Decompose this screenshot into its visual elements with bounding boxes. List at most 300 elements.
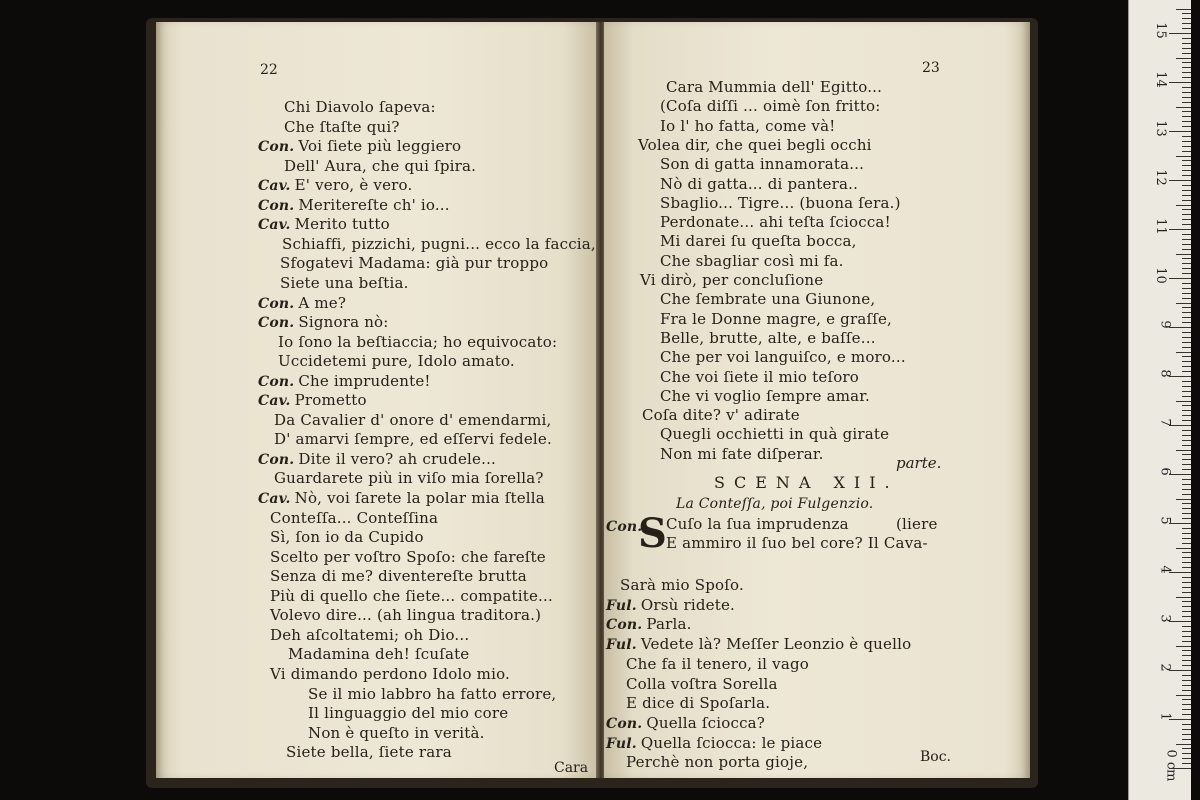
ruler-tick <box>1182 356 1191 357</box>
verse-text: Voi ſiete più leggiero <box>298 137 462 156</box>
ruler-label: 4 <box>1157 565 1173 574</box>
ruler-tick <box>1176 107 1191 108</box>
ruler-tick <box>1182 538 1191 539</box>
ruler-tick <box>1182 342 1191 343</box>
ruler-tick <box>1182 214 1191 215</box>
verse-text: Belle, brutte, alte, e baſſe... <box>660 328 876 347</box>
ruler-tick <box>1182 699 1191 700</box>
ruler-label: 5 <box>1157 516 1173 525</box>
ruler-tick <box>1182 293 1191 294</box>
verse-line <box>258 450 496 470</box>
verse-text: Sfogatevi Madama: già pur troppo <box>280 254 549 273</box>
verse-text: Sarà mio Spoſo. <box>620 576 744 594</box>
dropcap-line-1: Cuſo la ſua imprudenza <box>666 515 849 533</box>
ruler-tick <box>1182 239 1191 240</box>
ruler-tick <box>1182 484 1191 485</box>
verse-line <box>660 194 901 214</box>
ruler-label: 10 <box>1153 267 1169 284</box>
verse-text: Cara Mummia dell' Egitto... <box>666 78 883 96</box>
verse-line <box>258 176 412 196</box>
speaker-label: Cav. <box>258 217 291 234</box>
ruler-tick <box>1182 763 1191 764</box>
ruler-tick <box>1182 67 1191 68</box>
ruler-tick <box>1182 263 1191 264</box>
verse-line <box>308 724 485 744</box>
verse-text: Deh aſcoltatemi; oh Dio... <box>270 625 470 644</box>
verse-text: Quella ſciocca? <box>646 713 766 732</box>
ruler-tick <box>1182 650 1191 651</box>
verse-line <box>606 734 822 754</box>
ruler-tick <box>1182 258 1191 259</box>
verse-text: Siete bella, ſiete rara <box>286 743 452 762</box>
speaker-label: Con. <box>606 617 643 634</box>
verse-text: E dice di Spoſarla. <box>626 694 771 713</box>
verse-text: (Coſa diſſi ... oimè ſon fritto: <box>660 97 881 116</box>
ruler-tick <box>1176 744 1191 745</box>
ruler-tick <box>1182 165 1191 166</box>
verse-line <box>660 368 859 388</box>
speaker-label: Con. <box>258 373 295 390</box>
ruler-tick <box>1182 739 1191 740</box>
verse-text: Orsù ridete. <box>640 595 735 614</box>
verse-text: Guardarete più in viſo mia ſorella? <box>274 469 544 488</box>
verse-line <box>288 645 469 665</box>
ruler-tick <box>1182 249 1191 250</box>
verse-text: Da Cavalier d' onore d' emendarmi, <box>274 410 552 429</box>
ruler-tick <box>1182 268 1191 269</box>
ruler-tick <box>1182 48 1191 49</box>
ruler-label: 6 <box>1157 467 1173 476</box>
ruler-tick <box>1182 552 1191 553</box>
verse-line <box>278 333 557 353</box>
ruler-tick <box>1176 597 1191 598</box>
ruler-tick <box>1176 548 1191 549</box>
ruler-tick <box>1182 690 1191 691</box>
ruler-tick <box>1182 616 1191 617</box>
verse-text: Vedete là? Meſſer Leonzio è quello <box>640 635 912 654</box>
ruler-tick <box>1182 111 1191 112</box>
ruler-label: 13 <box>1153 120 1169 137</box>
ruler-tick <box>1182 151 1191 152</box>
ruler-tick <box>1182 459 1191 460</box>
ruler-tick <box>1182 28 1191 29</box>
verse-text: Chi Diavolo ſapeva: <box>284 98 436 116</box>
ruler-tick <box>1182 704 1191 705</box>
ruler-tick <box>1182 675 1191 676</box>
ruler-tick <box>1182 175 1191 176</box>
ruler-tick <box>1182 410 1191 411</box>
verse-text: Siete una beſtia. <box>280 273 409 292</box>
verse-line <box>666 78 882 98</box>
verse-line <box>660 445 824 465</box>
left-page-number: 22 <box>260 62 278 78</box>
ruler-tick <box>1182 288 1191 289</box>
verse-text: Conteſſa... Conteſſina <box>270 508 439 527</box>
ruler-tick <box>1182 405 1191 406</box>
ruler-tick <box>1182 469 1191 470</box>
verse-text: Madamina deh! ſcuſate <box>288 645 470 664</box>
ruler-tick <box>1182 513 1191 514</box>
verse-text: Nò di gatta... di pantera.. <box>660 174 859 193</box>
ruler-tick <box>1182 234 1191 235</box>
ruler-tick <box>1182 337 1191 338</box>
verse-line <box>286 743 452 763</box>
verse-line <box>258 489 545 509</box>
verse-text: Son di gatta innamorata... <box>660 155 865 174</box>
speaker-label: Con. <box>258 139 295 156</box>
ruler-tick <box>1182 660 1191 661</box>
ruler-tick <box>1182 714 1191 715</box>
verse-text: D' amarvi ſempre, ed eſſervi fedele. <box>274 430 552 449</box>
verse-line <box>270 665 510 685</box>
verse-text: Più di quello che ſiete... compatite... <box>270 586 553 605</box>
ruler-tick <box>1182 283 1191 284</box>
ruler-tick <box>1182 72 1191 73</box>
verse-text: Schiaffi, pizzichi, pugni... ecco la faccia, <box>282 234 596 253</box>
verse-line <box>308 704 508 724</box>
ruler-tick <box>1182 77 1191 78</box>
verse-line <box>258 196 450 216</box>
ruler-label: 8 <box>1157 369 1173 378</box>
speaker-label: Con. <box>258 197 295 214</box>
ruler-tick <box>1176 303 1191 304</box>
ruler-tick <box>1182 709 1191 710</box>
ruler-tick <box>1182 386 1191 387</box>
verse-line <box>270 509 438 529</box>
ruler-tick <box>1176 499 1191 500</box>
verse-text: Sì, ſon io da Cupido <box>270 528 424 547</box>
verse-line <box>626 655 809 675</box>
ruler-label: 7 <box>1157 418 1173 427</box>
ruler-tick <box>1182 298 1191 299</box>
ruler-tick <box>1182 557 1191 558</box>
ruler-tick <box>1182 200 1191 201</box>
verse-text: Meritereſte ch' io... <box>298 195 450 214</box>
dropcap-line-2: E ammiro il ſuo bel core? Il Cava- <box>666 534 928 552</box>
ruler-tick <box>1182 396 1191 397</box>
verse-text: Che ſtaſte qui? <box>284 117 400 136</box>
ruler-tick <box>1182 445 1191 446</box>
verse-line <box>606 714 765 734</box>
ruler-tick <box>1182 753 1191 754</box>
verse-line <box>270 528 424 548</box>
speaker-label: Con. <box>606 715 643 732</box>
verse-line <box>308 685 556 705</box>
verse-line <box>660 348 906 368</box>
verse-line <box>258 391 367 411</box>
verse-line <box>660 310 892 330</box>
ruler-tick <box>1182 611 1191 612</box>
verse-line <box>606 596 735 616</box>
verse-text: Prometto <box>294 391 367 410</box>
verse-text: Vi dirò, per concluſione <box>640 271 824 289</box>
verse-text: Coſa dite? v' adirate <box>642 406 800 425</box>
verse-line <box>278 352 515 372</box>
verse-text: Mi darei ſu queſta bocca, <box>660 232 857 251</box>
ruler-tick <box>1182 87 1191 88</box>
ruler-tick <box>1182 170 1191 171</box>
verse-text: Perchè non porta gioje, <box>626 753 809 772</box>
ruler-label: 9 <box>1157 320 1173 329</box>
ruler-tick <box>1182 415 1191 416</box>
verse-text: Nò, voi ſarete la polar mia ſtella <box>294 489 545 507</box>
verse-line <box>280 274 409 294</box>
verse-text: Volevo dire... (ah lingua traditora.) <box>270 606 542 625</box>
verse-line <box>660 232 857 252</box>
speaker-label: Cav. <box>258 178 291 195</box>
ruler-tick <box>1176 205 1191 206</box>
ruler-tick <box>1182 430 1191 431</box>
ruler-tick <box>1182 53 1191 54</box>
verse-text: Non mi fate diſperar. <box>660 444 824 463</box>
ruler-tick <box>1182 307 1191 308</box>
ruler-label: 2 <box>1157 663 1173 672</box>
ruler-tick <box>1182 533 1191 534</box>
ruler-tick <box>1182 43 1191 44</box>
scene-direction: La Conteſſa, poi Fulgenzio. <box>676 496 874 512</box>
ruler-tick <box>1182 435 1191 436</box>
ruler-label: 14 <box>1153 71 1169 88</box>
verse-text: Parla. <box>646 615 692 634</box>
speaker-label: Con. <box>258 315 295 332</box>
ruler-tick <box>1182 582 1191 583</box>
ruler-tick <box>1182 479 1191 480</box>
verse-text: Fra le Donne magre, e graſſe, <box>660 309 893 328</box>
verse-line <box>660 213 891 233</box>
verse-line <box>660 117 835 137</box>
ruler-tick <box>1176 646 1191 647</box>
ruler-tick <box>1182 97 1191 98</box>
ruler-tick <box>1182 23 1191 24</box>
speaker-label: Cav. <box>258 393 291 410</box>
verse-text: Dite il vero? ah crudele... <box>298 449 497 468</box>
ruler-label: 1 <box>1157 712 1173 721</box>
ruler-tick <box>1176 695 1191 696</box>
ruler-tick <box>1182 273 1191 274</box>
verse-text: Signora nò: <box>298 313 389 332</box>
ruler-tick <box>1182 464 1191 465</box>
ruler-tick <box>1182 141 1191 142</box>
verse-line <box>606 635 911 655</box>
ruler-tick <box>1182 758 1191 759</box>
ruler-tick <box>1182 494 1191 495</box>
ruler-tick <box>1182 606 1191 607</box>
verse-line <box>280 254 548 274</box>
verse-text: Dell' Aura, che qui ſpira. <box>284 156 477 175</box>
ruler-tick <box>1182 371 1191 372</box>
right-page-number: 23 <box>922 60 940 76</box>
ruler-tick <box>1176 156 1191 157</box>
ruler-tick <box>1182 366 1191 367</box>
ruler-tick <box>1169 82 1191 83</box>
ruler-tick <box>1169 229 1191 230</box>
ruler-tick <box>1182 592 1191 593</box>
ruler-tick <box>1182 244 1191 245</box>
verse-line <box>284 98 436 118</box>
ruler-tick <box>1182 361 1191 362</box>
verse-line <box>258 215 390 235</box>
verse-text: Vi dimando perdono Idolo mio. <box>270 664 511 683</box>
speaker-label: Ful. <box>606 597 637 614</box>
ruler-tick <box>1182 655 1191 656</box>
ruler-tick <box>1182 508 1191 509</box>
verse-line <box>274 411 551 431</box>
verse-text: Che fa il tenero, il vago <box>626 654 810 673</box>
speaker-label: Con. <box>258 451 295 468</box>
ruler-tick <box>1182 219 1191 220</box>
ruler-tick <box>1176 401 1191 402</box>
verse-text: Io l' ho fatta, come và! <box>660 116 836 135</box>
verse-line <box>606 615 692 635</box>
ruler-tick <box>1182 631 1191 632</box>
ruler-tick <box>1182 62 1191 63</box>
ruler-tick <box>1182 317 1191 318</box>
ruler-tick <box>1182 121 1191 122</box>
ruler-tick <box>1176 450 1191 451</box>
verse-line <box>258 372 431 392</box>
ruler-tick <box>1182 126 1191 127</box>
verse-text: Non è queſto in verità. <box>308 723 485 742</box>
verse-line <box>626 694 770 714</box>
verse-line <box>660 175 858 195</box>
ruler-tick <box>1182 641 1191 642</box>
ruler-tick <box>1182 116 1191 117</box>
ruler-tick <box>1182 729 1191 730</box>
measuring-ruler <box>1128 0 1191 800</box>
verse-line <box>270 587 553 607</box>
verse-line <box>284 118 400 138</box>
verse-line <box>626 753 808 773</box>
verse-text: Che per voi languiſco, e moro... <box>660 348 906 367</box>
ruler-tick <box>1182 38 1191 39</box>
speaker-label: Ful. <box>606 637 637 654</box>
ruler-tick <box>1182 685 1191 686</box>
ruler-tick <box>1182 665 1191 666</box>
verse-text: Perdonate... ahi teſta ſciocca! <box>660 213 891 232</box>
dropcap-line-1-right: (liere <box>896 515 938 533</box>
ruler-tick <box>1182 528 1191 529</box>
ruler-tick <box>1176 9 1191 10</box>
ruler-tick <box>1182 146 1191 147</box>
ruler-tick <box>1182 748 1191 749</box>
speaker-label: Cav. <box>258 491 291 507</box>
verse-line <box>284 157 476 177</box>
verse-text: Che ſembrate una Giunone, <box>660 290 876 309</box>
ruler-tick <box>1182 347 1191 348</box>
ruler-tick <box>1182 322 1191 323</box>
ruler-tick <box>1169 33 1191 34</box>
ruler-tick <box>1176 58 1191 59</box>
verse-text: Sbaglio... Tigre... (buona ſera.) <box>660 193 901 212</box>
verse-line <box>640 271 823 291</box>
ruler-tick <box>1176 352 1191 353</box>
verse-text: Scelto per voſtro Spoſo: che fareſte <box>270 547 546 566</box>
right-page <box>604 22 1030 778</box>
speaker-label: Con. <box>258 295 295 312</box>
ruler-tick <box>1182 587 1191 588</box>
ruler-tick <box>1182 136 1191 137</box>
ruler-label: 0 cm <box>1163 749 1179 782</box>
ruler-label: 12 <box>1153 169 1169 186</box>
drop-capital: S <box>638 510 667 557</box>
verse-text: Uccidetemi pure, Idolo amato. <box>278 352 515 371</box>
ruler-tick <box>1182 567 1191 568</box>
verse-text: Che imprudente! <box>298 371 431 390</box>
verse-text: Che sbagliar così mi fa. <box>660 251 844 270</box>
verse-line <box>638 136 872 156</box>
verse-line <box>660 155 864 175</box>
ruler-label: 15 <box>1153 22 1169 39</box>
verse-line <box>660 329 876 349</box>
verse-line <box>660 425 889 445</box>
verse-line <box>274 469 544 489</box>
verse-line <box>626 675 778 695</box>
ruler-tick <box>1182 440 1191 441</box>
verse-text: Volea dir, che quei begli occhi <box>638 135 872 154</box>
ruler-tick <box>1182 102 1191 103</box>
ruler-tick <box>1182 601 1191 602</box>
ruler-tick <box>1182 190 1191 191</box>
ruler-tick <box>1182 454 1191 455</box>
verse-line <box>660 97 881 117</box>
verse-text: E' vero, è vero. <box>294 176 413 195</box>
verse-line <box>660 290 875 310</box>
ruler-tick <box>1182 209 1191 210</box>
ruler-tick <box>1182 518 1191 519</box>
ruler-tick <box>1182 680 1191 681</box>
ruler-tick <box>1182 734 1191 735</box>
ruler-tick <box>1182 92 1191 93</box>
ruler-tick <box>1169 278 1191 279</box>
verse-line <box>270 606 541 626</box>
ruler-tick <box>1182 577 1191 578</box>
verse-text: A me? <box>298 293 347 312</box>
left-page <box>156 22 598 778</box>
verse-line <box>282 235 596 255</box>
verse-text: Senza di me? diventereſte brutta <box>270 567 527 586</box>
verse-text: Quella ſciocca: le piace <box>640 733 823 752</box>
ruler-tick <box>1182 562 1191 563</box>
ruler-tick <box>1182 332 1191 333</box>
ruler-tick <box>1182 160 1191 161</box>
ruler-tick <box>1182 636 1191 637</box>
right-catchword: Boc. <box>920 749 952 765</box>
verse-line <box>258 313 389 333</box>
ruler-label: 11 <box>1153 218 1169 235</box>
ruler-tick <box>1182 312 1191 313</box>
verse-text: Che vi voglio ſempre amar. <box>660 386 870 405</box>
exit-note: parte. <box>896 454 942 472</box>
verse-line <box>270 548 546 568</box>
verse-line <box>620 576 744 596</box>
speaker-label: Ful. <box>606 735 637 752</box>
ruler-tick <box>1182 503 1191 504</box>
ruler-tick <box>1182 543 1191 544</box>
ruler-tick <box>1182 391 1191 392</box>
verse-line <box>642 406 800 426</box>
ruler-tick <box>1169 180 1191 181</box>
ruler-tick <box>1182 224 1191 225</box>
verse-text: Il linguaggio del mio core <box>308 704 509 723</box>
ruler-tick <box>1182 420 1191 421</box>
left-catchword: Cara <box>554 760 589 776</box>
verse-text: Quegli occhietti in quà girate <box>660 425 890 444</box>
scene-header: SCENA XII. <box>714 473 899 492</box>
ruler-tick <box>1182 724 1191 725</box>
verse-line <box>660 252 844 272</box>
ruler-tick <box>1182 18 1191 19</box>
verse-line <box>270 626 469 646</box>
